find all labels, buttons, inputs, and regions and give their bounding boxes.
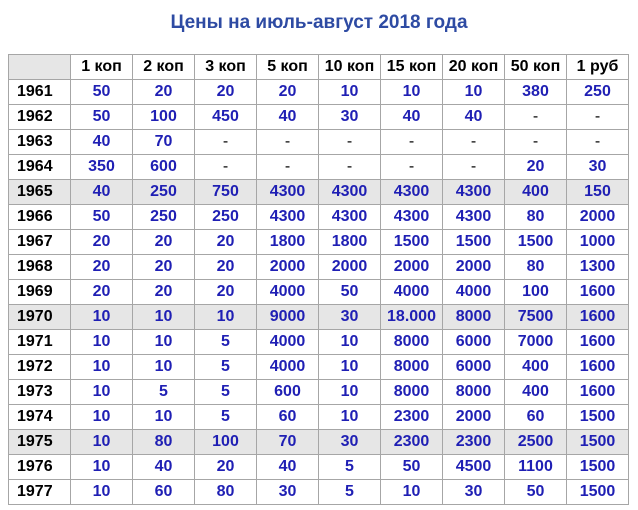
- price-cell: 18.000: [381, 305, 443, 330]
- price-cell: 10: [381, 480, 443, 505]
- price-cell: 20: [133, 280, 195, 305]
- price-cell: 30: [319, 430, 381, 455]
- price-cell: 400: [505, 380, 567, 405]
- price-cell: 150: [567, 180, 629, 205]
- table-row: [9, 105, 629, 130]
- price-cell: 10: [319, 405, 381, 430]
- price-cell: 10: [133, 405, 195, 430]
- price-cell: 10: [443, 80, 505, 105]
- year-cell: 1971: [9, 330, 71, 355]
- price-cell: 20: [195, 255, 257, 280]
- price-cell: 600: [257, 380, 319, 405]
- year-cell: 1962: [9, 105, 71, 130]
- column-header: 20 коп: [443, 55, 505, 80]
- price-cell: 10: [319, 380, 381, 405]
- price-cell: 100: [133, 105, 195, 130]
- price-cell: 1300: [567, 255, 629, 280]
- price-cell: 1000: [567, 230, 629, 255]
- price-cell: 1500: [505, 230, 567, 255]
- price-cell: 250: [133, 205, 195, 230]
- table-row: [9, 305, 629, 330]
- year-cell: 1967: [9, 230, 71, 255]
- price-cell: -: [443, 155, 505, 180]
- price-cell: 5: [319, 455, 381, 480]
- price-cell: -: [505, 130, 567, 155]
- price-cell: 10: [319, 80, 381, 105]
- table-row: [9, 255, 629, 280]
- price-cell: 30: [319, 105, 381, 130]
- table-row: [9, 380, 629, 405]
- price-cell: 10: [71, 330, 133, 355]
- price-cell: -: [257, 130, 319, 155]
- price-cell: 8000: [381, 330, 443, 355]
- price-table: [8, 54, 629, 505]
- column-header: 10 коп: [319, 55, 381, 80]
- price-cell: 20: [505, 155, 567, 180]
- price-cell: 5: [319, 480, 381, 505]
- price-cell: 2300: [381, 430, 443, 455]
- column-header: 1 руб: [567, 55, 629, 80]
- year-cell: 1973: [9, 380, 71, 405]
- price-cell: 50: [505, 480, 567, 505]
- table-row: [9, 430, 629, 455]
- table-row: [9, 180, 629, 205]
- price-cell: 8000: [381, 355, 443, 380]
- price-cell: 1500: [567, 480, 629, 505]
- price-cell: 8000: [443, 305, 505, 330]
- price-cell: 50: [71, 205, 133, 230]
- price-cell: 1800: [257, 230, 319, 255]
- price-cell: 5: [195, 405, 257, 430]
- price-cell: 10: [133, 330, 195, 355]
- price-cell: 10: [71, 380, 133, 405]
- price-cell: 4000: [257, 280, 319, 305]
- table-row: [9, 330, 629, 355]
- price-cell: -: [505, 105, 567, 130]
- price-cell: 10: [71, 405, 133, 430]
- table-row: [9, 405, 629, 430]
- price-cell: 10: [71, 355, 133, 380]
- price-cell: 1600: [567, 380, 629, 405]
- price-cell: 10: [319, 330, 381, 355]
- price-cell: 20: [257, 80, 319, 105]
- price-cell: 70: [133, 130, 195, 155]
- price-cell: 1600: [567, 280, 629, 305]
- price-cell: 2000: [567, 205, 629, 230]
- table-row: [9, 355, 629, 380]
- price-cell: 4300: [381, 180, 443, 205]
- price-cell: 10: [381, 80, 443, 105]
- table-row: [9, 480, 629, 505]
- price-cell: 20: [133, 80, 195, 105]
- price-cell: 20: [195, 230, 257, 255]
- table-row: [9, 155, 629, 180]
- price-cell: 1600: [567, 305, 629, 330]
- price-cell: -: [195, 155, 257, 180]
- price-cell: 750: [195, 180, 257, 205]
- column-header: 15 коп: [381, 55, 443, 80]
- price-cell: 80: [133, 430, 195, 455]
- price-cell: 40: [257, 105, 319, 130]
- price-cell: -: [567, 105, 629, 130]
- price-cell: 4000: [381, 280, 443, 305]
- price-cell: 30: [257, 480, 319, 505]
- price-cell: 8000: [443, 380, 505, 405]
- price-cell: 10: [71, 480, 133, 505]
- table-body: [9, 80, 629, 505]
- year-cell: 1969: [9, 280, 71, 305]
- price-cell: 10: [133, 305, 195, 330]
- price-cell: 50: [71, 80, 133, 105]
- price-cell: 20: [195, 80, 257, 105]
- price-cell: 250: [567, 80, 629, 105]
- price-cell: 600: [133, 155, 195, 180]
- price-cell: 5: [195, 330, 257, 355]
- price-cell: 2000: [319, 255, 381, 280]
- price-cell: 1600: [567, 355, 629, 380]
- price-cell: -: [381, 130, 443, 155]
- price-cell: 5: [133, 380, 195, 405]
- year-cell: 1963: [9, 130, 71, 155]
- price-cell: 4000: [257, 330, 319, 355]
- price-cell: 40: [133, 455, 195, 480]
- year-cell: 1972: [9, 355, 71, 380]
- price-cell: -: [195, 130, 257, 155]
- year-cell: 1965: [9, 180, 71, 205]
- price-cell: 4300: [257, 180, 319, 205]
- price-cell: 4000: [443, 280, 505, 305]
- price-cell: 7000: [505, 330, 567, 355]
- price-cell: 70: [257, 430, 319, 455]
- corner-cell: [9, 55, 71, 80]
- price-cell: 6000: [443, 330, 505, 355]
- year-cell: 1964: [9, 155, 71, 180]
- price-cell: 40: [443, 105, 505, 130]
- price-cell: 30: [319, 305, 381, 330]
- price-cell: -: [319, 130, 381, 155]
- price-cell: 100: [195, 430, 257, 455]
- price-cell: 10: [71, 305, 133, 330]
- page-title: Цены на июль-август 2018 года: [170, 12, 468, 33]
- price-cell: 20: [195, 280, 257, 305]
- price-cell: 4000: [257, 355, 319, 380]
- column-header: 1 коп: [71, 55, 133, 80]
- price-cell: 7500: [505, 305, 567, 330]
- table-row: [9, 230, 629, 255]
- price-cell: 10: [195, 305, 257, 330]
- price-cell: 20: [133, 255, 195, 280]
- price-cell: 4500: [443, 455, 505, 480]
- price-cell: 1500: [381, 230, 443, 255]
- price-cell: 60: [133, 480, 195, 505]
- price-cell: 400: [505, 180, 567, 205]
- price-cell: 40: [71, 130, 133, 155]
- price-cell: 4300: [257, 205, 319, 230]
- price-cell: 250: [195, 205, 257, 230]
- price-cell: 4300: [443, 180, 505, 205]
- price-cell: 50: [319, 280, 381, 305]
- price-cell: 40: [71, 180, 133, 205]
- price-cell: 2300: [381, 405, 443, 430]
- year-cell: 1961: [9, 80, 71, 105]
- price-cell: 4300: [443, 205, 505, 230]
- price-cell: 1500: [567, 430, 629, 455]
- price-cell: 4300: [381, 205, 443, 230]
- price-cell: 20: [71, 230, 133, 255]
- price-cell: -: [443, 130, 505, 155]
- price-cell: 2000: [443, 255, 505, 280]
- year-cell: 1974: [9, 405, 71, 430]
- price-cell: 4300: [319, 180, 381, 205]
- table-row: [9, 205, 629, 230]
- price-cell: 250: [133, 180, 195, 205]
- price-cell: 5: [195, 380, 257, 405]
- price-cell: 2000: [257, 255, 319, 280]
- price-cell: 20: [71, 280, 133, 305]
- price-cell: 5: [195, 355, 257, 380]
- price-cell: -: [381, 155, 443, 180]
- price-cell: 60: [505, 405, 567, 430]
- price-cell: 8000: [381, 380, 443, 405]
- price-cell: -: [319, 155, 381, 180]
- price-cell: 1600: [567, 330, 629, 355]
- price-cell: 400: [505, 355, 567, 380]
- price-cell: -: [567, 130, 629, 155]
- price-cell: 450: [195, 105, 257, 130]
- price-cell: 10: [133, 355, 195, 380]
- price-cell: 80: [195, 480, 257, 505]
- price-cell: 30: [443, 480, 505, 505]
- price-cell: 20: [71, 255, 133, 280]
- price-cell: 30: [567, 155, 629, 180]
- price-cell: 2000: [443, 405, 505, 430]
- price-cell: 1500: [567, 455, 629, 480]
- price-cell: 4300: [319, 205, 381, 230]
- price-cell: 20: [195, 455, 257, 480]
- price-cell: 2300: [443, 430, 505, 455]
- price-cell: -: [257, 155, 319, 180]
- year-cell: 1976: [9, 455, 71, 480]
- column-header: 3 коп: [195, 55, 257, 80]
- price-cell: 100: [505, 280, 567, 305]
- price-cell: 1500: [567, 405, 629, 430]
- price-cell: 380: [505, 80, 567, 105]
- price-cell: 1500: [443, 230, 505, 255]
- year-cell: 1966: [9, 205, 71, 230]
- price-cell: 10: [71, 430, 133, 455]
- year-cell: 1977: [9, 480, 71, 505]
- price-cell: 20: [133, 230, 195, 255]
- price-cell: 50: [381, 455, 443, 480]
- price-cell: 6000: [443, 355, 505, 380]
- price-cell: 80: [505, 205, 567, 230]
- price-cell: 50: [71, 105, 133, 130]
- price-cell: 2500: [505, 430, 567, 455]
- header-row: [9, 55, 629, 80]
- price-cell: 60: [257, 405, 319, 430]
- price-cell: 350: [71, 155, 133, 180]
- column-header: 2 коп: [133, 55, 195, 80]
- table-row: [9, 280, 629, 305]
- price-cell: 2000: [381, 255, 443, 280]
- year-cell: 1970: [9, 305, 71, 330]
- price-cell: 1800: [319, 230, 381, 255]
- year-cell: 1968: [9, 255, 71, 280]
- table-row: [9, 80, 629, 105]
- price-cell: 40: [257, 455, 319, 480]
- price-cell: 10: [71, 455, 133, 480]
- price-cell: 80: [505, 255, 567, 280]
- price-cell: 40: [381, 105, 443, 130]
- price-cell: 9000: [257, 305, 319, 330]
- year-cell: 1975: [9, 430, 71, 455]
- table-row: [9, 130, 629, 155]
- column-header: 5 коп: [257, 55, 319, 80]
- column-header: 50 коп: [505, 55, 567, 80]
- table-row: [9, 455, 629, 480]
- price-cell: 1100: [505, 455, 567, 480]
- price-cell: 10: [319, 355, 381, 380]
